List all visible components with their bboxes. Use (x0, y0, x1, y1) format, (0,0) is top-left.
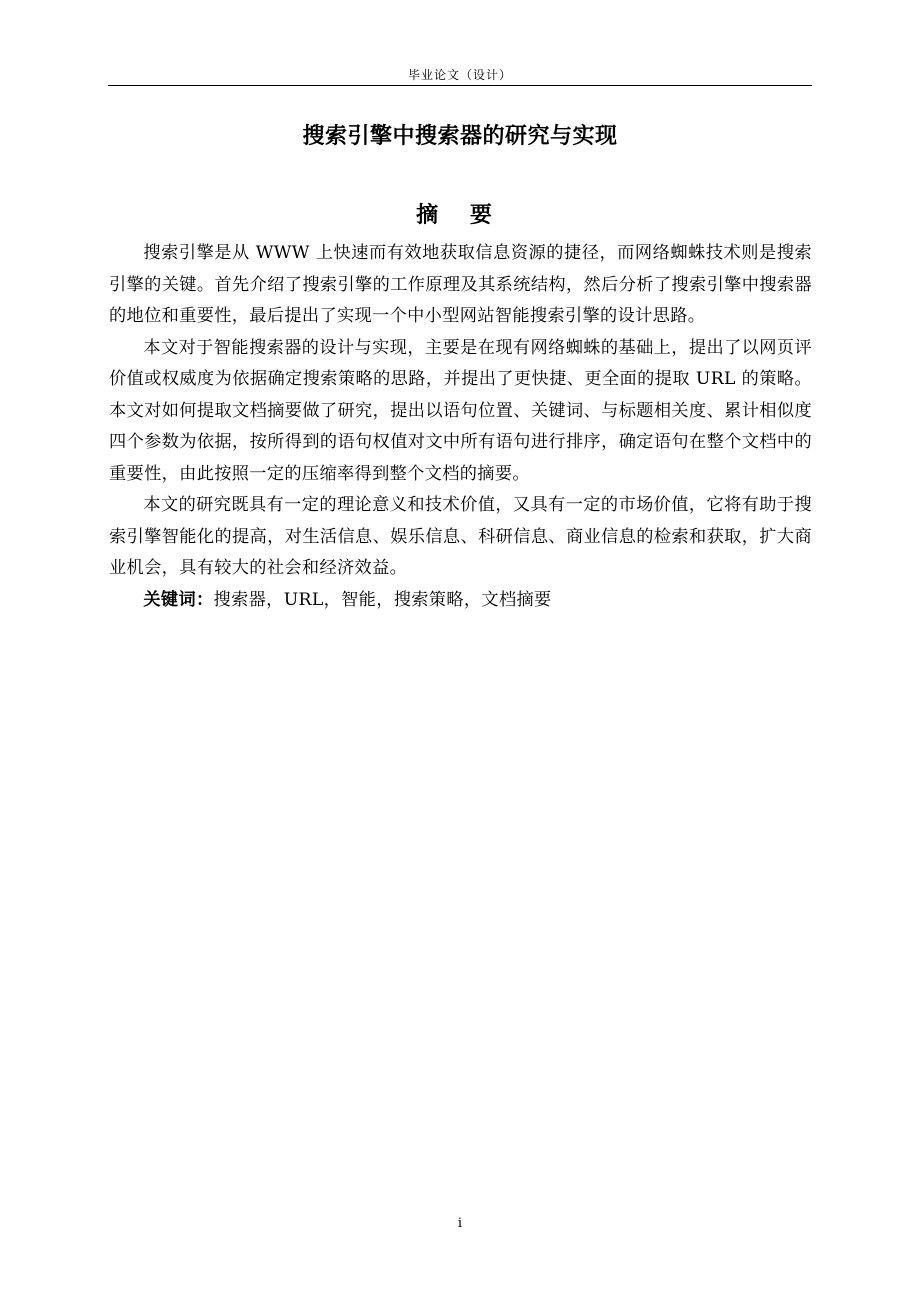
page-title: 搜索引擎中搜索器的研究与实现 (302, 124, 618, 149)
header-rule (108, 85, 812, 86)
abstract-paragraph: 本文的研究既具有一定的理论意义和技术价值，又具有一定的市场价值，它将有助于搜索引擎智能化的提高，对生活信息、娱乐信息、科研信息、商业信息的检索和获取，扩大商业机会，具有较大的社会和经济效益。 (109, 495, 812, 578)
abstract-paragraph: 搜索引擎是从 WWW 上快速而有效地获取信息资源的捷径，而网络蜘蛛技术则是搜索引擎的关键。首先介绍了搜索引擎的工作原理及其系统结构，然后分析了搜索引擎中搜索器的地位和重要性，最后提出了实现一个中小型网站智能搜索引擎的设计思路。 (109, 243, 812, 326)
keywords-line (109, 585, 812, 617)
abstract-body (109, 238, 812, 616)
page-number: i (457, 1216, 463, 1231)
abstract-heading: 摘 要 (416, 203, 504, 228)
abstract-paragraph: 本文对于智能搜索器的设计与实现，主要是在现有网络蜘蛛的基础上，提出了以网页评价值或权威度为依据确定搜索策略的思路，并提出了更快捷、更全面的提取 URL 的策略。本文对如何提取文档摘要做了研究，提出以语句位置、关键词、与标题相关度、累计相似度四个参数为依据，按所得到的语句权值对文中所有语句进行排序，确定语句在整个文档中的重要性，由此按照一定的压缩率得到整个文档的摘要。 (109, 337, 812, 484)
keywords-text: 搜索器，URL，智能，搜索策略，文档摘要 (213, 589, 552, 610)
keywords-label: 关键词： (143, 589, 214, 610)
running-header: 毕业论文（设计） (407, 68, 512, 82)
